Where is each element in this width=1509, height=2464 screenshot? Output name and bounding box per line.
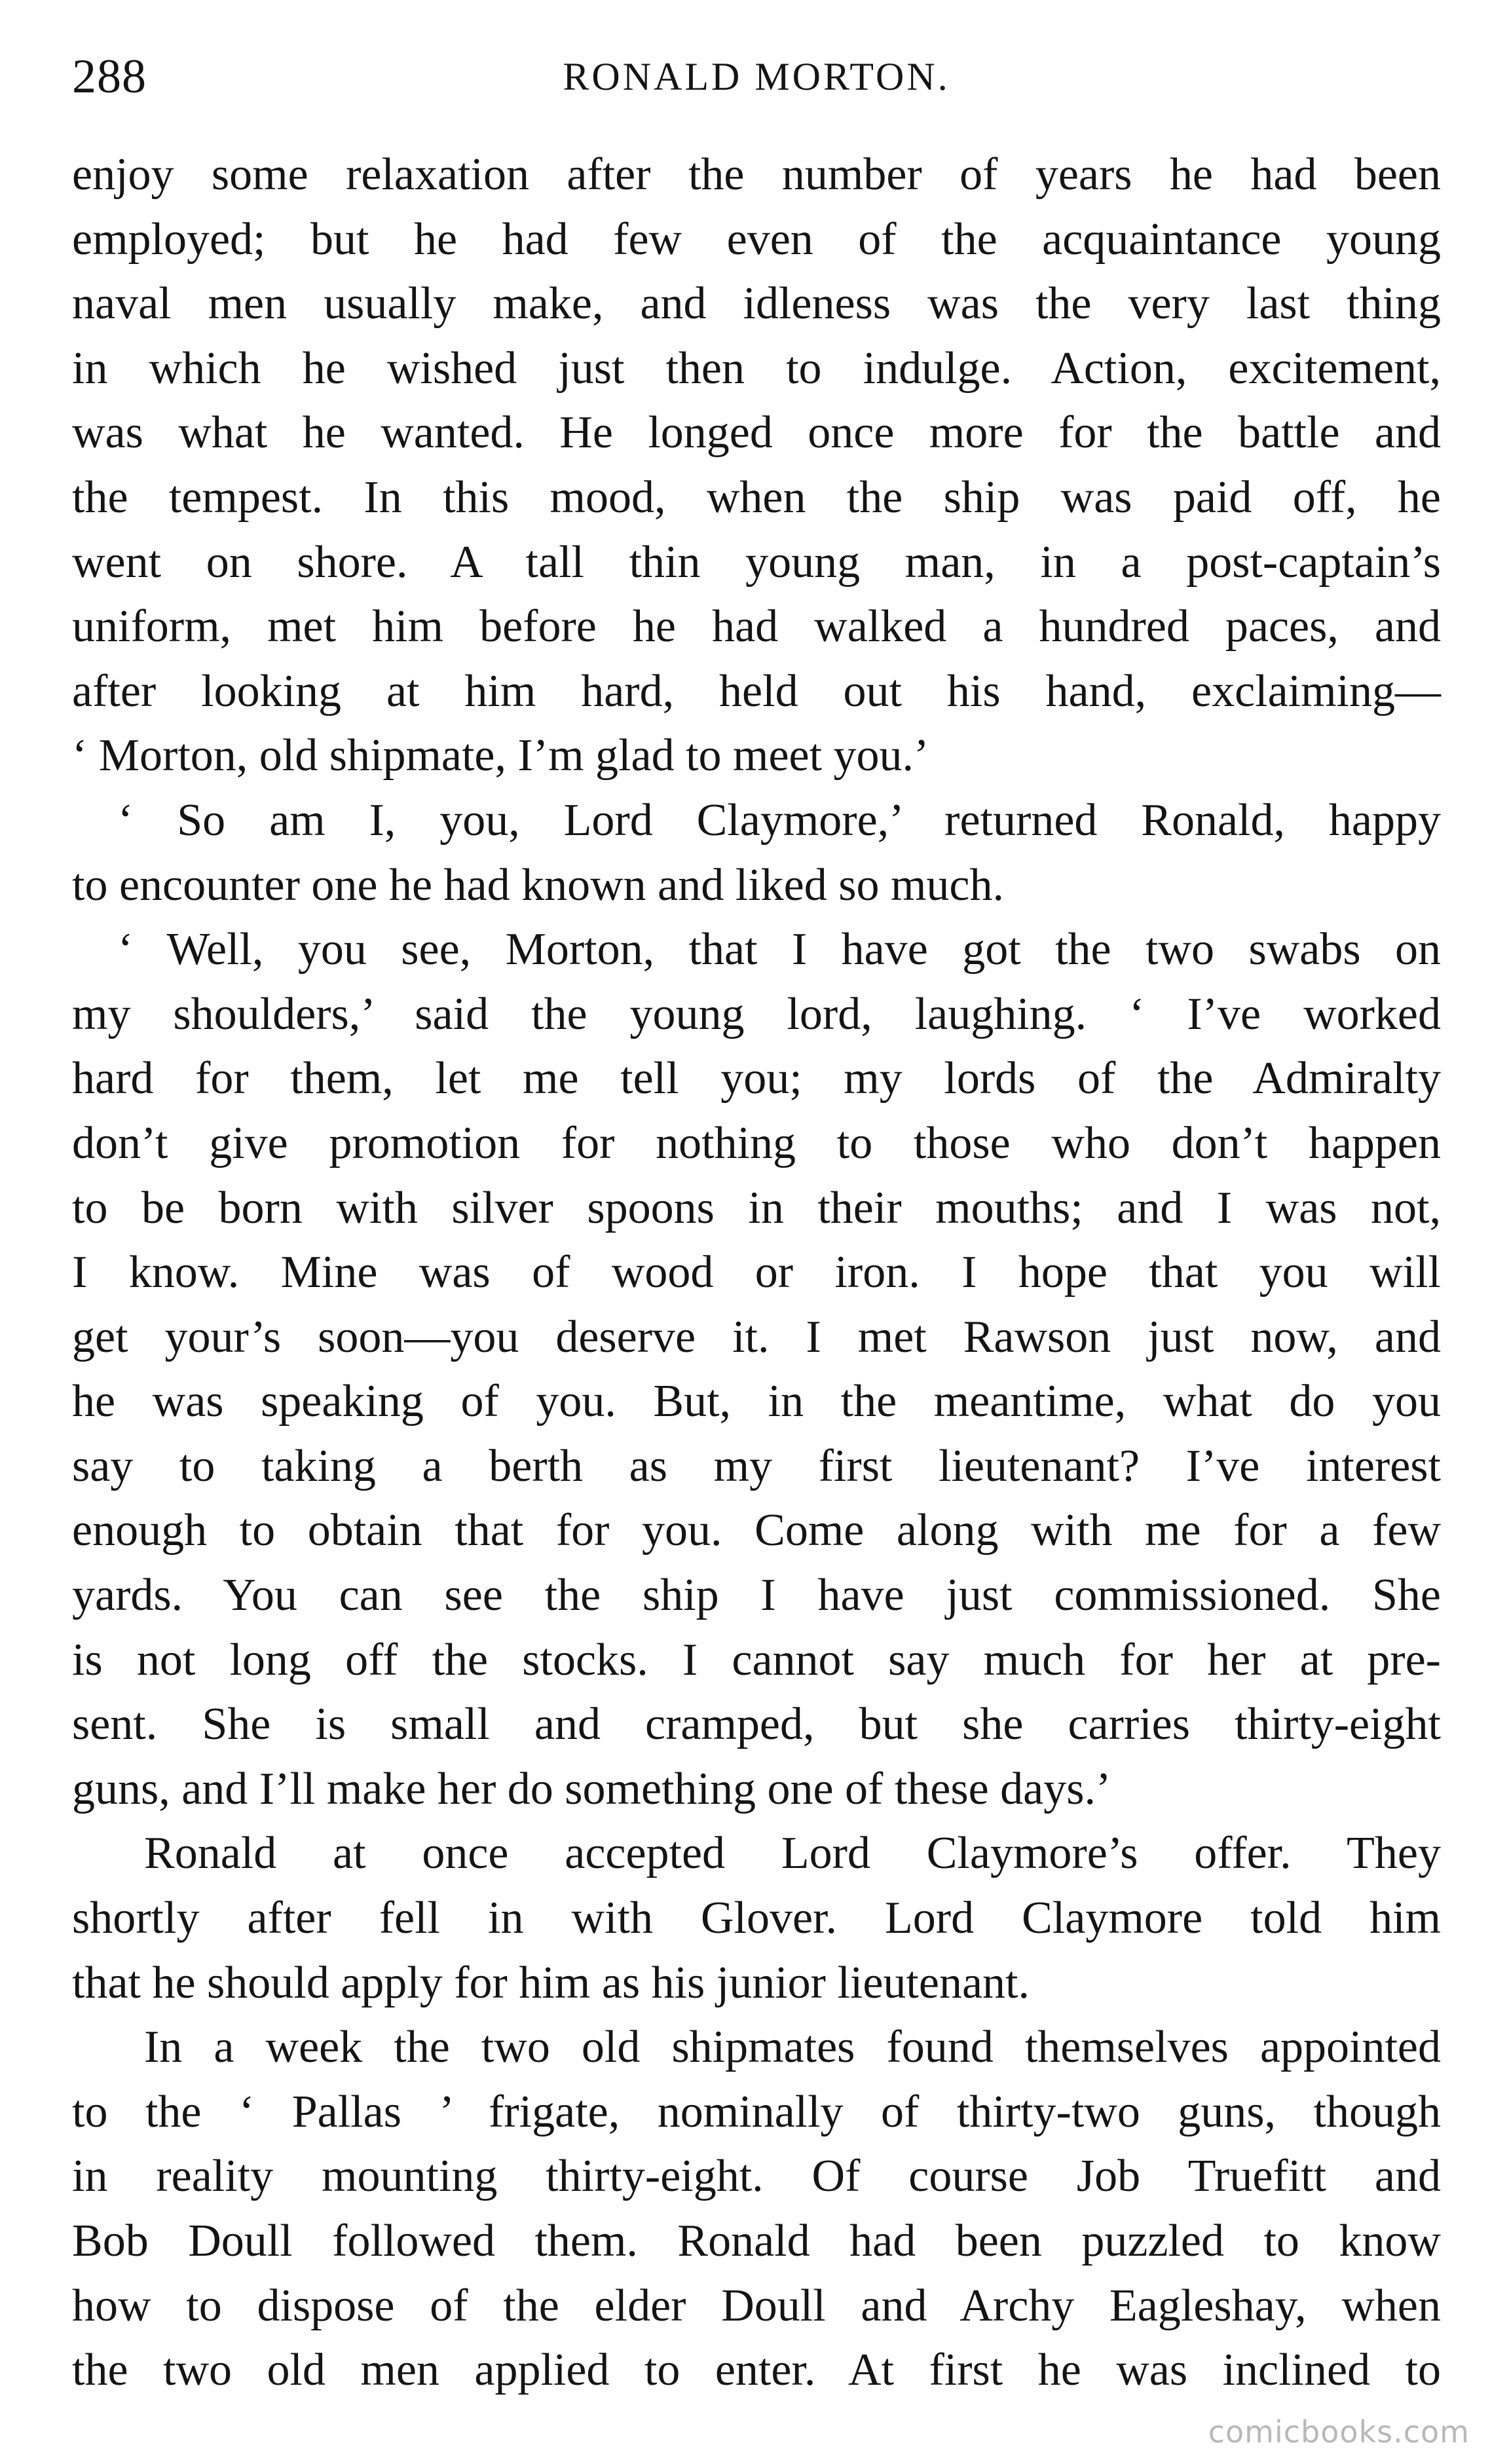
text-line: employed; but he had few even of the acquaintance young [72, 214, 1441, 265]
body-text [72, 143, 1441, 2403]
text-line: I know. Mine was of wood or iron. I hope that you will [72, 1247, 1441, 1298]
text-line: to the ‘ Pallas ’ frigate, nominally of thirty-two guns, though [72, 2086, 1441, 2137]
text-line: sent. She is small and cramped, but she carries thirty-eight [72, 1699, 1441, 1750]
text-line: how to dispose of the elder Doull and Archy Eagleshay, when [72, 2280, 1441, 2331]
text-line: in which he wished just then to indulge. Action, excitement, [72, 343, 1441, 394]
text-line: get your’s soon—you deserve it. I met Rawson just now, and [72, 1311, 1441, 1362]
text-line: Ronald at once accepted Lord Claymore’s offer. They [144, 1828, 1441, 1879]
text-line: In a week the two old shipmates found themselves appointed [144, 2022, 1441, 2073]
text-line: in reality mounting thirty-eight. Of course Job Truefitt and [72, 2151, 1441, 2202]
text-line: enough to obtain that for you. Come along with me for a few [72, 1505, 1441, 1556]
text-line: after looking at him hard, held out his hand, exclaiming— [72, 665, 1441, 717]
text-line: he was speaking of you. But, in the meantime, what do you [72, 1376, 1441, 1427]
text-line: ‘ Well, you see, Morton, that I have got the two swabs on [118, 924, 1441, 975]
text-line: hard for them, let me tell you; my lords of the Admiralty [72, 1053, 1441, 1104]
text-line: my shoulders,’ said the young lord, laughing. ‘ I’ve worked [72, 988, 1441, 1039]
text-line: naval men usually make, and idleness was the very last thing [72, 278, 1441, 329]
text-line: shortly after fell in with Glover. Lord Claymore told him [72, 1893, 1441, 1944]
text-line: ‘ So am I, you, Lord Claymore,’ returned Ronald, happy [118, 794, 1441, 846]
text-line: to be born with silver spoons in their mouths; and I was not, [72, 1182, 1441, 1233]
page-header [72, 41, 1441, 113]
text-line: guns, and I’ll make her do something one of these days.’ [72, 1763, 1111, 1814]
text-line: say to taking a berth as my first lieutenant? I’ve interest [72, 1440, 1441, 1491]
text-line: was what he wanted. He longed once more for the battle and [72, 407, 1441, 458]
text-line: yards. You can see the ship I have just commissioned. She [72, 1570, 1441, 1621]
text-line: to encounter one he had known and liked so much. [72, 859, 1004, 910]
text-line: went on shore. A tall thin young man, in a post-captain’s [72, 536, 1441, 588]
page-number: 288 [72, 50, 147, 103]
text-line: enjoy some relaxation after the number of years he had been [72, 149, 1441, 200]
text-line: uniform, met him before he had walked a hundred paces, and [72, 601, 1441, 652]
text-line: that he should apply for him as his junior lieutenant. [72, 1957, 1030, 2008]
text-line: don’t give promotion for nothing to those who don’t happen [72, 1117, 1441, 1168]
watermark-text: comicbooks.com [1208, 2414, 1470, 2450]
running-title: RONALD MORTON. [563, 55, 950, 98]
text-line: the tempest. In this mood, when the ship was paid off, he [72, 472, 1441, 523]
text-line: is not long off the stocks. I cannot say much for her at pre- [72, 1634, 1441, 1685]
text-line: ‘ Morton, old shipmate, I’m glad to meet you.’ [72, 730, 929, 781]
text-line: Bob Doull followed them. Ronald had been puzzled to know [72, 2216, 1441, 2266]
text-line: the two old men applied to enter. At first he was inclined to [72, 2345, 1441, 2396]
